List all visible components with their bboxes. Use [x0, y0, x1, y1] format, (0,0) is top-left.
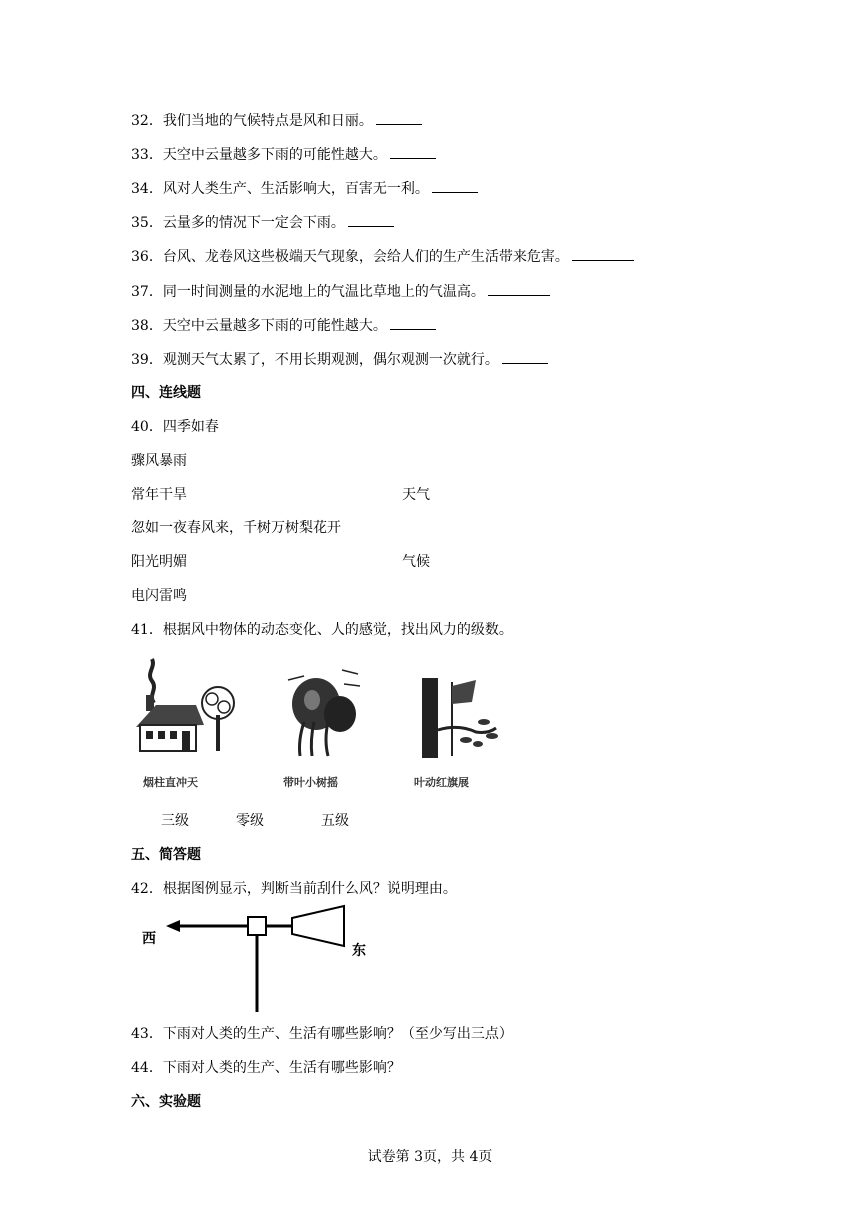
wind-level-option[interactable]: 三级 — [161, 813, 189, 829]
question-text: 33．天空中云量越多下雨的可能性越大。 — [131, 147, 387, 163]
wind-level-option[interactable]: 五级 — [321, 813, 349, 829]
match-left-item[interactable]: 骤风暴雨 — [131, 453, 187, 469]
match-left-item[interactable]: 阳光明媚 — [131, 554, 187, 570]
question-42: 42．根据图例显示，判断当前刮什么风？说明理由。 — [131, 881, 457, 897]
image-caption: 带叶小树摇 — [283, 776, 338, 789]
shaking-trees-image — [284, 660, 364, 760]
question-text: 32．我们当地的气候特点是风和日丽。 — [131, 113, 373, 129]
house-smoke-image — [132, 655, 242, 755]
question-35 — [131, 214, 394, 232]
flag-pole-image — [414, 660, 504, 760]
question-38 — [131, 317, 436, 335]
question-41: 41．根据风中物体的动态变化、人的感觉，找出风力的级数。 — [131, 622, 513, 638]
section-heading-experiment: 六、实验题 — [131, 1094, 201, 1110]
match-right-item[interactable]: 天气 — [402, 487, 430, 503]
question-text: 36．台风、龙卷风这些极端天气现象，会给人们的生产生活带来危害。 — [131, 249, 569, 265]
answer-blank[interactable] — [502, 351, 548, 364]
question-37 — [131, 283, 550, 301]
answer-blank[interactable] — [390, 317, 436, 330]
image-caption: 叶动红旗展 — [414, 776, 469, 789]
question-44: 44．下雨对人类的生产、生活有哪些影响？ — [131, 1060, 401, 1076]
match-right-item[interactable]: 气候 — [402, 554, 430, 570]
image-caption: 烟柱直冲天 — [143, 776, 198, 789]
question-36 — [131, 248, 634, 266]
wind-vane-diagram — [136, 904, 376, 1014]
section-heading-matching: 四、连线题 — [131, 385, 201, 401]
west-label: 西 — [142, 931, 156, 947]
match-left-item[interactable]: 电闪雷鸣 — [131, 588, 187, 604]
question-39 — [131, 351, 548, 369]
answer-blank[interactable] — [572, 248, 634, 261]
question-43: 43．下雨对人类的生产、生活有哪些影响？（至少写出三点） — [131, 1026, 513, 1042]
section-heading-short-answer: 五、简答题 — [131, 847, 201, 863]
answer-blank[interactable] — [348, 214, 394, 227]
question-33 — [131, 146, 436, 164]
answer-blank[interactable] — [376, 112, 422, 125]
question-32 — [131, 112, 422, 130]
answer-blank[interactable] — [432, 180, 478, 193]
page-footer: 试卷第 3页，共 4页 — [367, 1149, 493, 1165]
match-left-item[interactable]: 忽如一夜春风来，千树万树梨花开 — [131, 520, 341, 536]
match-left-item[interactable]: 40．四季如春 — [131, 419, 219, 435]
question-text: 39．观测天气太累了，不用长期观测，偶尔观测一次就行。 — [131, 352, 499, 368]
question-text: 38．天空中云量越多下雨的可能性越大。 — [131, 318, 387, 334]
east-label: 东 — [352, 943, 366, 959]
question-34 — [131, 180, 478, 198]
question-text: 37．同一时间测量的水泥地上的气温比草地上的气温高。 — [131, 284, 485, 300]
wind-level-option[interactable]: 零级 — [236, 813, 264, 829]
answer-blank[interactable] — [488, 283, 550, 296]
question-text: 35．云量多的情况下一定会下雨。 — [131, 215, 345, 231]
question-text: 34．风对人类生产、生活影响大，百害无一利。 — [131, 181, 429, 197]
match-left-item[interactable]: 常年干旱 — [131, 487, 187, 503]
answer-blank[interactable] — [390, 146, 436, 159]
